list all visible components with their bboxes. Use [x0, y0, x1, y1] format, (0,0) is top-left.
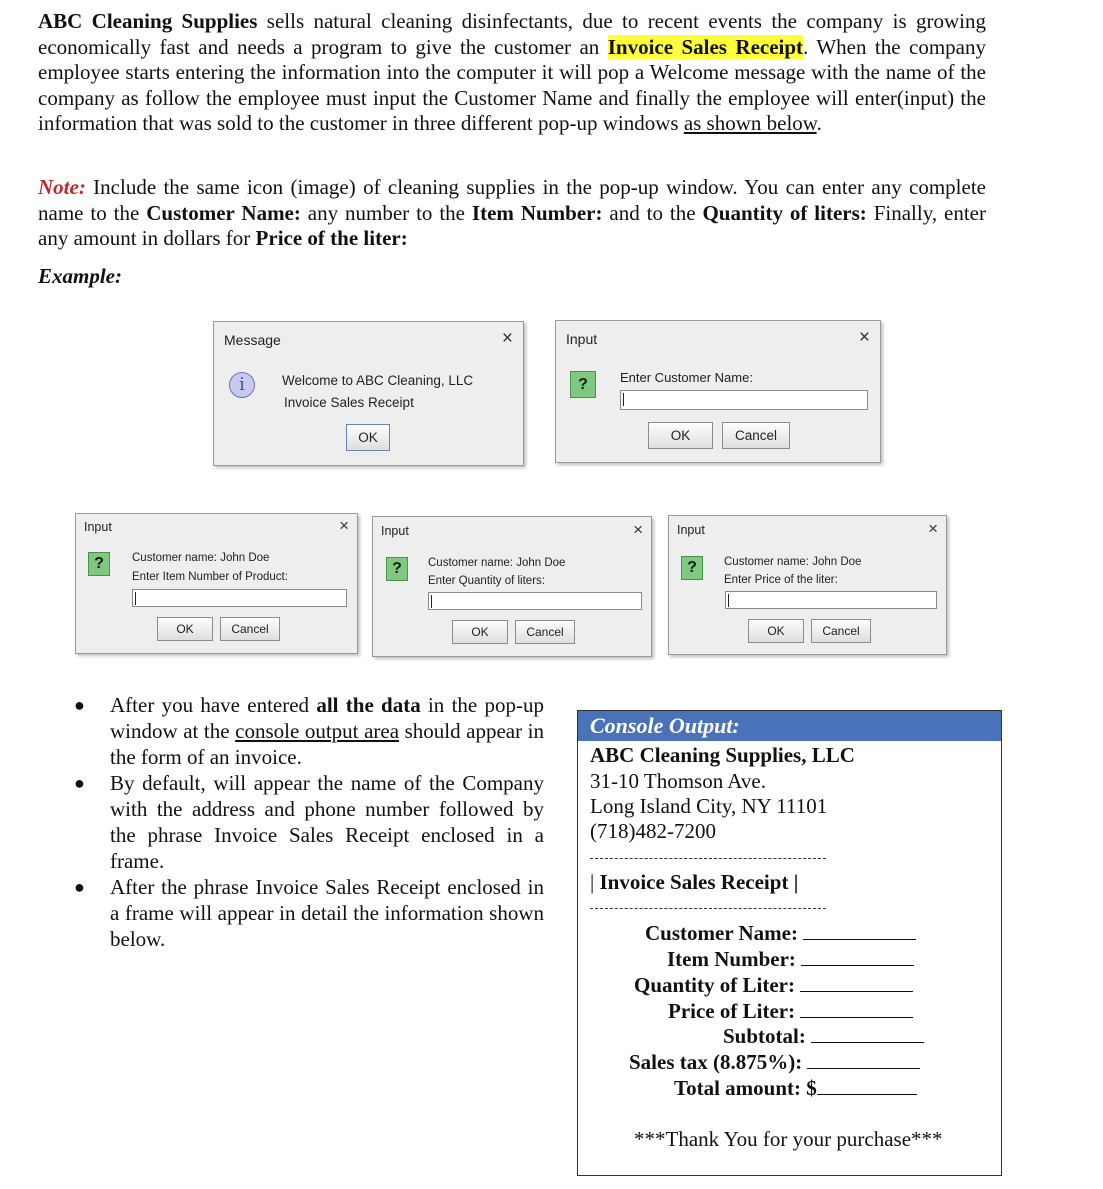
note-text-1: Include the same icon (image) of cleaning supplies in the pop-up window. You can enter any complete name to the — [38, 175, 986, 225]
bullet-item: ● By default, will appear the name of the Company with the address and phone number followed by the phrase Invoice Sales Receipt enclosed in a frame. — [74, 771, 544, 873]
cancel-button[interactable]: Cancel — [515, 620, 575, 644]
question-icon: ? — [386, 557, 408, 581]
note-text-2: any number to the — [300, 200, 472, 225]
field-item-number: Item Number: — [667, 947, 914, 972]
ok-button[interactable]: OK — [452, 620, 508, 644]
thank-you-line: ***Thank You for your purchase*** — [634, 1127, 943, 1151]
close-icon[interactable]: × — [501, 328, 513, 349]
quantity-dialog — [372, 516, 652, 657]
field-sales-tax: Sales tax (8.875%): — [629, 1050, 920, 1075]
console-address: 31-10 Thomson Ave. — [590, 769, 766, 793]
field-subtotal: Subtotal: — [723, 1024, 924, 1049]
note-text-4: Finally, enter any amount in dollars for — [38, 200, 986, 251]
close-icon[interactable]: × — [339, 516, 349, 535]
field-total: Total amount: $ — [674, 1076, 917, 1101]
dialog-title: Message — [224, 332, 281, 348]
ok-button[interactable]: OK — [346, 424, 390, 451]
prompt-label: Enter Price of the liter: — [724, 574, 838, 586]
instruction-bullets — [74, 692, 544, 952]
close-icon[interactable]: × — [928, 519, 938, 538]
welcome-message-dialog — [213, 321, 524, 466]
info-icon: i — [229, 372, 255, 398]
ok-button[interactable]: OK — [157, 617, 213, 641]
price-dialog — [668, 515, 947, 655]
bullet-item: ● After you have entered all the data in the pop-up window at the console output area should appear in the form of an invoice. — [74, 693, 544, 769]
highlighted-phrase: Invoice Sales Receipt — [607, 34, 804, 59]
note-paragraph — [38, 175, 986, 252]
question-icon: ? — [681, 556, 703, 580]
customer-name-input[interactable] — [620, 390, 868, 410]
dialog-title: Input — [381, 524, 409, 538]
intro-text-2: . When the company employee starts entering the information into the computer it will pop a Welcome message with the name of the company as follow the employee must input the Customer Name and finally the employee will enter(input) the information that was sold to the customer in three different pop-up windows — [38, 34, 986, 136]
console-company: ABC Cleaning Supplies, LLC — [590, 743, 855, 767]
example-label: Example: — [38, 264, 122, 288]
dialog-title: Input — [566, 331, 598, 347]
prompt-label: Enter Customer Name: — [620, 370, 753, 385]
note-bold-item: Item Number: — [471, 200, 603, 225]
cancel-button[interactable]: Cancel — [811, 619, 871, 643]
quantity-input[interactable] — [428, 592, 642, 610]
note-bold-customer: Customer Name: — [146, 200, 301, 225]
dialog-title: Input — [677, 523, 705, 537]
ok-button[interactable]: OK — [648, 422, 713, 449]
company-name: ABC Cleaning Supplies — [38, 9, 258, 33]
cancel-button[interactable]: Cancel — [722, 422, 790, 449]
item-number-dialog — [75, 513, 358, 654]
note-text-3: and to the — [602, 200, 703, 225]
as-shown-below: as shown below — [683, 111, 817, 136]
divider-top — [590, 858, 826, 859]
question-icon: ? — [570, 371, 596, 398]
field-price: Price of Liter: — [668, 999, 913, 1024]
note-label: Note: — [38, 175, 86, 199]
price-input[interactable] — [725, 591, 937, 609]
customer-name-line: Customer name: John Doe — [724, 556, 862, 568]
close-icon[interactable]: × — [858, 327, 870, 348]
bullet-item: ● After the phrase Invoice Sales Receipt enclosed in a frame will appear in detail the information shown below. — [74, 875, 544, 951]
intro-text-3: . — [816, 111, 822, 136]
prompt-label: Enter Item Number of Product: — [132, 571, 288, 583]
cancel-button[interactable]: Cancel — [220, 617, 280, 641]
note-bold-price: Price of the liter: — [255, 226, 408, 251]
customer-name-line: Customer name: John Doe — [428, 557, 566, 569]
console-city: Long Island City, NY 11101 — [590, 794, 828, 818]
dialog-title: Input — [84, 520, 112, 534]
console-phone: (718)482-7200 — [590, 819, 716, 843]
welcome-line-1: Welcome to ABC Cleaning, LLC — [282, 373, 474, 388]
console-output-box — [577, 710, 1002, 1176]
item-number-input[interactable] — [132, 589, 347, 607]
receipt-frame-title: | Invoice Sales Receipt | — [590, 870, 799, 894]
intro-text-1: sells natural cleaning disinfectants, due to recent events the company is growing economically fast and needs a program to give the customer an — [38, 9, 986, 59]
intro-paragraph — [38, 9, 986, 137]
customer-name-dialog — [555, 320, 881, 463]
welcome-line-2: Invoice Sales Receipt — [284, 395, 414, 410]
field-customer-name: Customer Name: — [645, 921, 916, 946]
field-quantity: Quantity of Liter: — [634, 973, 913, 998]
ok-button[interactable]: OK — [748, 619, 804, 643]
close-icon[interactable]: × — [633, 520, 643, 539]
prompt-label: Enter Quantity of liters: — [428, 575, 545, 587]
note-bold-quantity: Quantity of liters: — [702, 200, 867, 225]
console-header: Console Output: — [578, 711, 1001, 741]
customer-name-line: Customer name: John Doe — [132, 552, 270, 564]
divider-bottom — [590, 908, 826, 909]
question-icon: ? — [88, 552, 110, 576]
